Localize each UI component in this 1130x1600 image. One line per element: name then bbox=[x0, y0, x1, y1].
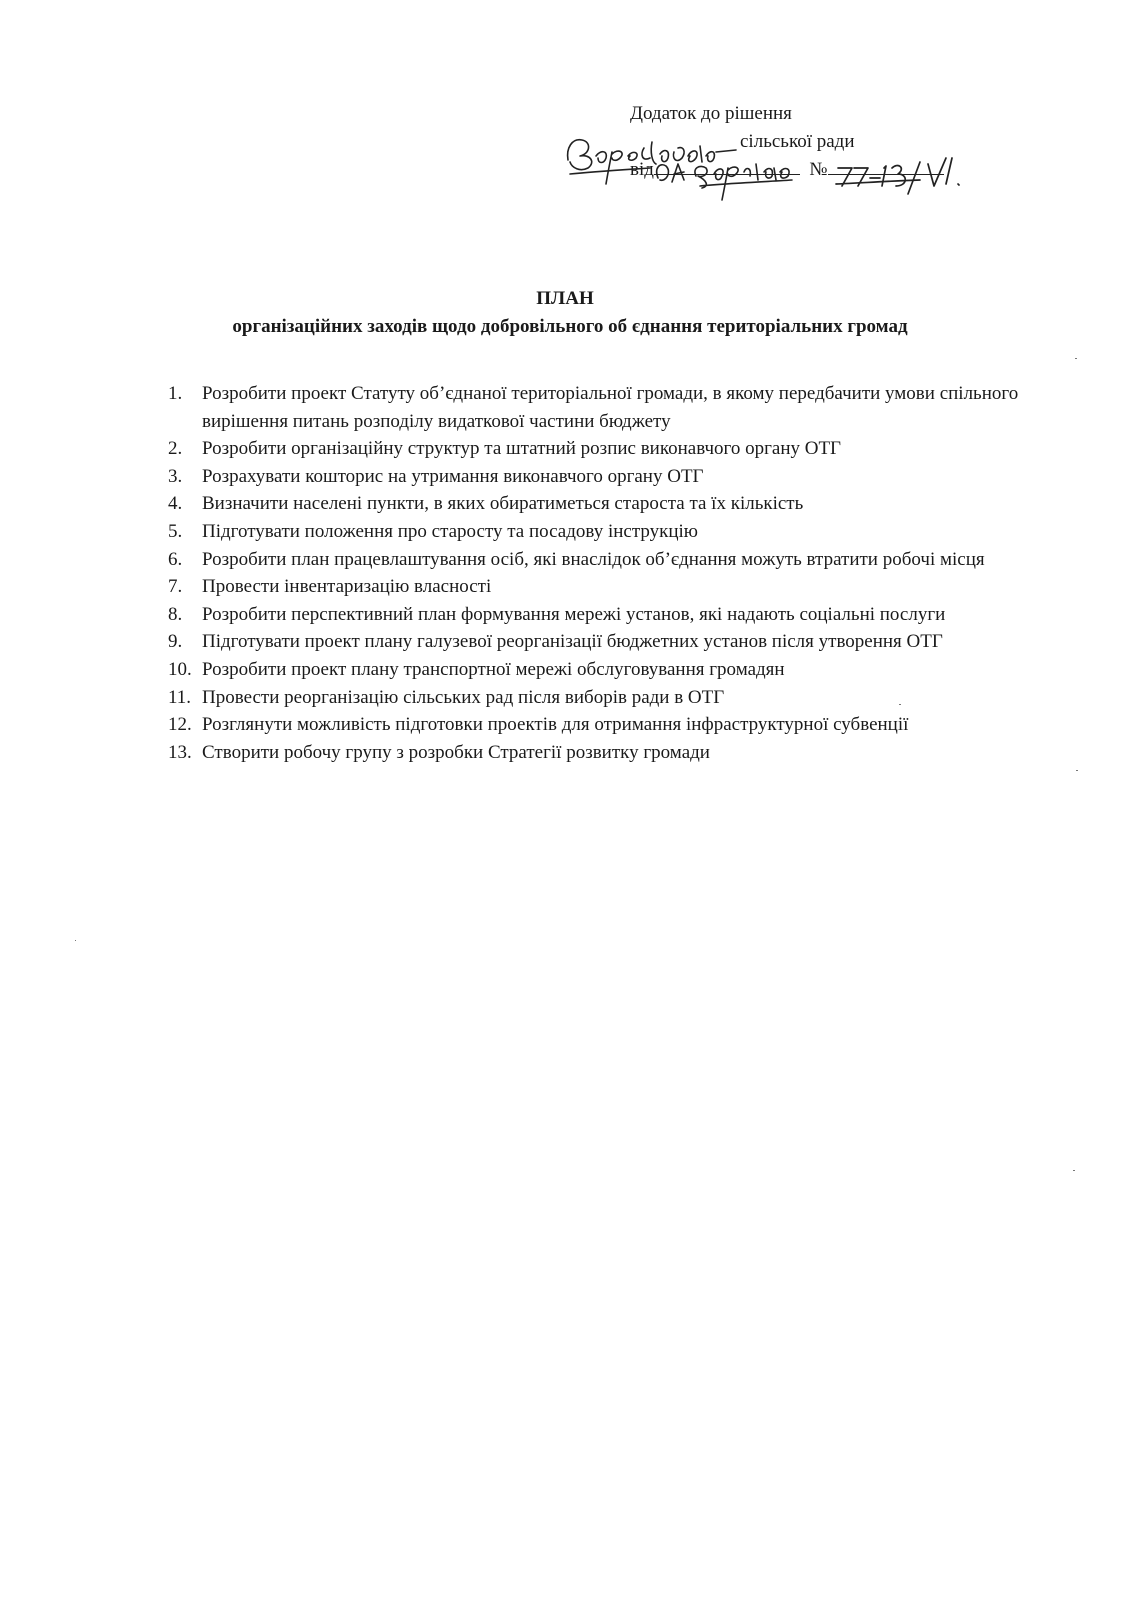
plan-items-list bbox=[168, 380, 1048, 766]
number-prefix: № bbox=[809, 159, 828, 180]
item-text: Розробити організаційну структур та штатний розпис виконавчого органу ОТГ bbox=[202, 438, 842, 460]
item-text: Провести реорганізацію сільських рад після виборів ради в ОТГ bbox=[202, 686, 725, 708]
date-blank bbox=[654, 156, 800, 175]
item-number: 12. bbox=[168, 714, 192, 736]
addendum-title: Додаток до рішення bbox=[630, 103, 792, 124]
list-item bbox=[168, 628, 1048, 656]
list-item bbox=[168, 435, 1048, 463]
item-number: 7. bbox=[168, 576, 183, 598]
plan-subtitle: організаційних заходів щодо добровільного об єднання територіальних громад bbox=[232, 316, 908, 337]
plan-title-block bbox=[0, 285, 1130, 341]
item-text: Розробити перспективний план формування мережі установ, які надають соціальні послуги bbox=[202, 603, 946, 625]
list-item bbox=[168, 463, 1048, 491]
plan-title: ПЛАН bbox=[536, 288, 594, 309]
item-text: Розглянути можливість підготовки проектів для отримання інфраструктурної субвенції bbox=[202, 714, 909, 736]
addendum-header bbox=[630, 100, 1030, 184]
item-text: Розробити проект Статуту об’єднаної територіальної громади, в якому передбачити умови спільного вирішення питань розподілу видаткової частини бюджету bbox=[202, 383, 1019, 432]
council-label: сільської ради bbox=[740, 131, 855, 152]
item-text: Розробити план працевлаштування осіб, які внаслідок об’єднання можуть втратити робочі місця bbox=[202, 548, 985, 570]
scan-speck bbox=[1073, 1170, 1075, 1171]
date-prefix: від bbox=[630, 159, 654, 180]
list-item bbox=[168, 380, 1048, 435]
list-item bbox=[168, 739, 1048, 767]
list-item bbox=[168, 711, 1048, 739]
list-item bbox=[168, 573, 1048, 601]
item-text: Розрахувати кошторис на утримання виконавчого органу ОТГ bbox=[202, 465, 704, 487]
item-number: 9. bbox=[168, 631, 183, 653]
item-number: 8. bbox=[168, 603, 183, 625]
scan-speck bbox=[1076, 770, 1078, 771]
list-item bbox=[168, 601, 1048, 629]
item-text: Підготувати проект плану галузевої реорганізації бюджетних установ після утворення ОТГ bbox=[202, 631, 943, 653]
scan-speck bbox=[75, 940, 76, 941]
item-number: 5. bbox=[168, 520, 183, 542]
item-number: 4. bbox=[168, 493, 183, 515]
item-number: 10. bbox=[168, 658, 192, 680]
list-item bbox=[168, 656, 1048, 684]
list-item bbox=[168, 518, 1048, 546]
scan-speck bbox=[899, 704, 901, 705]
item-text: Розробити проект плану транспортної мережі обслуговування громадян bbox=[202, 658, 785, 680]
list-item bbox=[168, 490, 1048, 518]
item-number: 3. bbox=[168, 465, 183, 487]
item-number: 13. bbox=[168, 741, 192, 763]
item-number: 2. bbox=[168, 438, 183, 460]
item-text: Створити робочу групу з розробки Стратегії розвитку громади bbox=[202, 741, 710, 763]
item-number: 1. bbox=[168, 383, 183, 404]
scan-speck bbox=[1075, 358, 1077, 359]
date-number-line bbox=[630, 156, 1030, 184]
item-text: Визначити населені пункти, в яких обиратиметься староста та їх кількість bbox=[202, 493, 804, 515]
item-number: 11. bbox=[168, 686, 192, 708]
number-blank bbox=[828, 156, 944, 175]
item-text: Провести інвентаризацію власності bbox=[202, 576, 492, 598]
list-item bbox=[168, 684, 1048, 712]
list-item bbox=[168, 546, 1048, 574]
item-text: Підготувати положення про старосту та посадову інструкцію bbox=[202, 520, 698, 542]
item-number: 6. bbox=[168, 548, 183, 570]
